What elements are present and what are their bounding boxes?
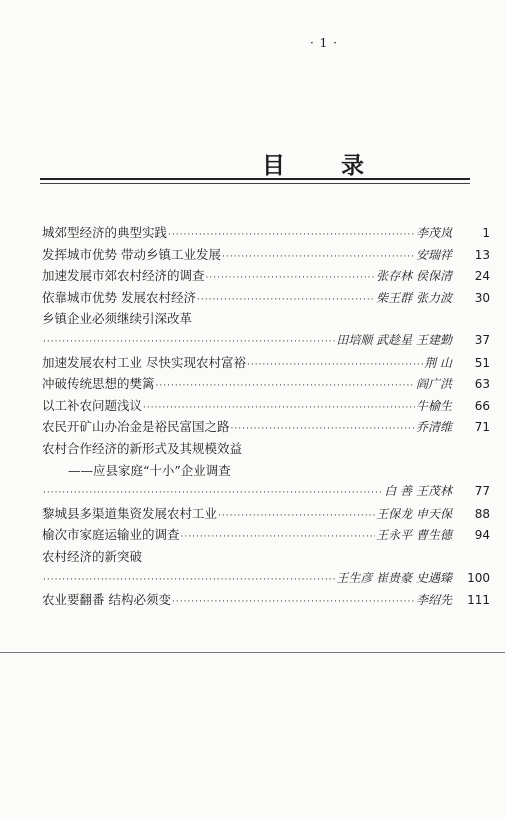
toc-entry xyxy=(42,222,490,244)
toc-entry xyxy=(42,287,490,309)
toc-entry xyxy=(42,503,490,525)
toc-entry-author: 白 善 王茂林 xyxy=(384,484,452,499)
toc-entry-page: 71 xyxy=(474,420,490,435)
page-number: · 1 · xyxy=(310,36,338,50)
toc-entry-page: 51 xyxy=(474,355,490,370)
toc-entry-page: 77 xyxy=(474,484,490,499)
toc-entry-page: 100 xyxy=(467,570,490,585)
toc-leader-dots xyxy=(197,290,375,312)
toc-entry-author: 牛榆生 xyxy=(415,398,452,413)
toc-leader-dots xyxy=(43,332,335,354)
toc-entry-title: 黎城县多渠道集资发展农村工业 xyxy=(42,505,218,521)
toc-entry-page: 63 xyxy=(474,377,490,392)
toc-entry xyxy=(42,460,490,482)
toc-entry xyxy=(42,589,490,611)
toc-leader-dots xyxy=(247,355,423,377)
toc-entry-title: 发挥城市优势 带动乡镇工业发展 xyxy=(42,246,221,262)
toc-leader-dots xyxy=(206,268,376,290)
toc-entry xyxy=(42,244,490,266)
toc-entry-title: 城郊型经济的典型实践 xyxy=(42,225,168,240)
toc-leader-dots xyxy=(181,527,376,549)
toc-entry-author: 张存林 侯保清 xyxy=(376,269,452,284)
toc-entry xyxy=(42,416,490,438)
toc-leader-dots xyxy=(43,570,335,592)
toc-leader-dots xyxy=(172,592,415,614)
toc-entry xyxy=(42,308,490,330)
toc-entry-page: 24 xyxy=(474,269,490,284)
title-rule-thin xyxy=(40,183,470,184)
toc-entry-author: 乔清维 xyxy=(415,420,452,435)
toc-entry-page: 37 xyxy=(474,332,490,347)
toc-entry-author: 王保龙 申天保 xyxy=(376,506,452,521)
toc-entry-title: 农村合作经济的新形式及其规模效益 xyxy=(42,440,243,456)
page-title: 目 录 xyxy=(262,152,389,179)
toc-entry-page: 94 xyxy=(474,528,490,543)
toc-entry-title: 农村经济的新突破 xyxy=(42,548,143,564)
toc-entry-title: 依靠城市优势 发展农村经济 xyxy=(42,289,196,305)
toc-entry xyxy=(42,481,490,503)
toc-entry-title: 加速发展农村工业 尽快实现农村富裕 xyxy=(42,354,246,370)
toc-entry-title: 农业要翻番 结构必须变 xyxy=(42,592,171,608)
toc-entry-page: 13 xyxy=(474,247,490,262)
toc-entry-page: 111 xyxy=(467,593,490,608)
toc-entry-page: 30 xyxy=(474,290,490,305)
toc-entry-title: 农民开矿山办冶金是裕民富国之路 xyxy=(42,419,230,435)
toc-entry xyxy=(42,373,490,395)
toc-entry xyxy=(42,568,490,590)
toc-entry-author: 阎广洪 xyxy=(415,377,452,392)
bottom-rule xyxy=(0,652,505,653)
toc-entry-author: 王生彦 崔贵豪 史遇臻 xyxy=(336,570,452,585)
toc-entry xyxy=(42,265,490,287)
table-of-contents xyxy=(42,222,490,611)
toc-entry xyxy=(42,546,490,568)
toc-entry-title: 榆次市家庭运输业的调查 xyxy=(42,527,180,543)
toc-entry xyxy=(42,438,490,460)
toc-entry-author: 田培顺 武趁星 王建勤 xyxy=(336,332,452,347)
toc-leader-dots xyxy=(231,419,415,441)
toc-entry-author: 荆 山 xyxy=(424,355,452,370)
toc-entry-title: 冲破传统思想的樊篱 xyxy=(42,376,155,392)
toc-entry xyxy=(42,352,490,374)
toc-leader-dots xyxy=(218,506,375,528)
toc-entry xyxy=(42,330,490,352)
toc-entry-author: 安瑞祥 xyxy=(415,247,452,262)
toc-entry-title: ——应县家庭“十小”企业调查 xyxy=(68,462,231,478)
toc-entry-author: 柴王群 张力波 xyxy=(376,290,452,305)
toc-entry-author: 王永平 曹生德 xyxy=(376,528,452,543)
toc-leader-dots xyxy=(222,247,415,269)
toc-entry-page: 88 xyxy=(474,506,490,521)
toc-entry-title: 乡镇企业必须继续引深改革 xyxy=(42,311,193,327)
toc-entry-title: 以工补农问题浅议 xyxy=(42,397,143,413)
toc-entry-author: 李绍先 xyxy=(415,593,452,608)
toc-entry xyxy=(42,395,490,417)
toc-entry-page: 66 xyxy=(474,398,490,413)
toc-leader-dots xyxy=(43,483,383,505)
toc-entry-page: 1 xyxy=(482,226,490,240)
toc-entry-author: 李茂岚 xyxy=(415,226,452,240)
toc-entry xyxy=(42,524,490,546)
toc-entry-title: 加速发展市郊农村经济的调查 xyxy=(42,268,205,284)
toc-leader-dots xyxy=(156,376,415,398)
title-rule-thick xyxy=(40,178,470,180)
